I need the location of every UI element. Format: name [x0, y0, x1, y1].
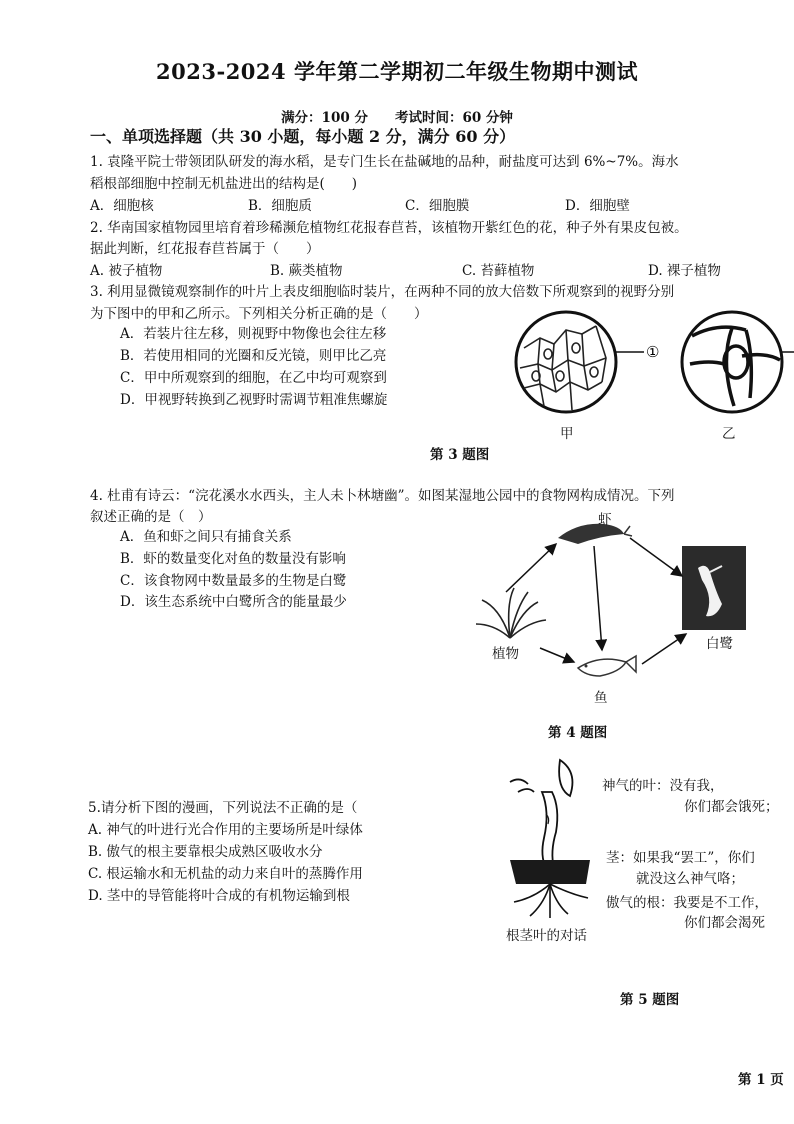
q4-option-c: C．该食物网中数量最多的生物是白鹭: [120, 573, 347, 589]
exam-info: 满分：100 分 考试时间：60 分钟: [281, 110, 513, 126]
stem-speech-1: 茎：如果我“罢工”，你们: [606, 850, 755, 866]
label-yi: 乙: [722, 426, 736, 442]
label-jia: 甲: [560, 426, 574, 442]
q5-cartoon-figure: [490, 752, 600, 922]
q5-option-b: B. 傲气的根主要靠根尖成熟区吸收水分: [88, 844, 323, 860]
label-plant: 植物: [492, 646, 519, 662]
q2-stem-line2: 据此判断，红花报春苣苔属于（ ）: [90, 241, 320, 257]
q4-food-web-figure: [470, 508, 760, 698]
leaf-speech-2: 你们都会饿死；: [684, 799, 779, 815]
q4-caption: 第 4 题图: [548, 725, 608, 741]
leaf-speech-1: 神气的叶：没有我，: [602, 778, 724, 794]
stem-character-icon: [542, 792, 557, 868]
q1-option-a: A．细胞核: [90, 198, 154, 214]
q3-option-b: B．若使用相同的光圈和反光镜，则甲比乙亮: [120, 348, 387, 364]
q3-caption: 第 3 题图: [430, 447, 490, 463]
q2-option-b: B. 蕨类植物: [270, 263, 343, 279]
q4-option-d: D．该生态系统中白鹭所含的能量最少: [120, 594, 347, 610]
q2-option-d: D. 裸子植物: [648, 263, 721, 279]
q5-stem: 5.请分析下图的漫画，下列说法不正确的是（: [88, 800, 358, 816]
q3-option-a: A．若装片往左移，则视野中物像也会往左移: [120, 326, 387, 342]
root-speech-2: 你们都会渴死: [684, 915, 765, 931]
shrimp-icon: [558, 524, 632, 544]
q1-option-d: D．细胞壁: [565, 198, 630, 214]
label-egret: 白鹭: [706, 636, 733, 652]
q1-stem-line2: 稻根部细胞中控制无机盐进出的结构是( ): [90, 176, 358, 192]
arrow-shrimp-fish: [594, 546, 602, 650]
arrow-shrimp-egret: [630, 538, 682, 576]
plant-icon: [476, 588, 546, 638]
q2-stem-line1: 2. 华南国家植物园里培育着珍稀濒危植物红花报春苣苔，该植物开紫红色的花，种子外有果皮包被。: [90, 220, 688, 236]
arrow-plant-fish: [540, 648, 574, 662]
label-fish: 鱼: [594, 690, 608, 706]
page-number: 第 1 页: [738, 1072, 784, 1088]
soil-icon: [510, 860, 590, 884]
pointer-marker: ①: [646, 343, 660, 361]
q4-option-b: B．虾的数量变化对鱼的数量没有影响: [120, 551, 346, 567]
q3-microscope-figure: [510, 308, 794, 420]
q1-stem-line1: 1. 袁隆平院士带领团队研发的海水稻，是专门生长在盐碱地的品种，耐盐度可达到 6%~7%。海水: [90, 154, 679, 170]
section-title: 一、单项选择题（共 30 小题，每小题 2 分，满分 60 分）: [90, 127, 516, 146]
q3-stem-line1: 3. 利用显微镜观察制作的叶片上表皮细胞临时装片，在两种不同的放大倍数下所观察到的视野分别: [90, 284, 675, 300]
fish-icon: [578, 656, 636, 676]
root-speech-1: 傲气的根：我要是不工作，: [606, 895, 768, 911]
q1-option-b: B．细胞质: [248, 198, 312, 214]
page-title: 2023-2024 学年第二学期初二年级生物期中测试: [156, 59, 638, 84]
q5-option-d: D. 茎中的导管能将叶合成的有机物运输到根: [88, 888, 350, 904]
q3-option-c: C．甲中所观察到的细胞，在乙中均可观察到: [120, 370, 387, 386]
arrow-plant-shrimp: [506, 544, 556, 592]
label-shrimp: 虾: [598, 512, 612, 528]
stem-speech-2: 就没这么神气咯；: [636, 871, 744, 887]
q2-option-c: C. 苔藓植物: [462, 263, 535, 279]
root-character-icon: [514, 884, 588, 918]
q3-option-d: D．甲视野转换到乙视野时需调节粗准焦螺旋: [120, 392, 388, 408]
q4-stem-line2: 叙述正确的是（ ）: [90, 509, 212, 525]
q5-option-c: C. 根运输水和无机盐的动力来自叶的蒸腾作用: [88, 866, 363, 882]
q4-stem-line1: 4. 杜甫有诗云：“浣花溪水水西头，主人未卜林塘幽”。如图某湿地公园中的食物网构成情况。下列: [90, 488, 675, 504]
q1-option-c: C．细胞膜: [405, 198, 470, 214]
q4-option-a: A．鱼和虾之间只有捕食关系: [120, 529, 292, 545]
q2-option-a: A. 被子植物: [90, 263, 163, 279]
q5-option-a: A. 神气的叶进行光合作用的主要场所是叶绿体: [88, 822, 363, 838]
arrow-fish-egret: [642, 634, 686, 664]
q3-stem-line2: 为下图中的甲和乙所示。下列相关分析正确的是（ ）: [90, 306, 428, 322]
field-jia-icon: [516, 312, 616, 412]
egret-icon: [682, 546, 746, 630]
cartoon-title: 根茎叶的对话: [506, 928, 587, 944]
field-yi-icon: [682, 312, 794, 412]
q5-caption: 第 5 题图: [620, 992, 680, 1008]
leaf-character-icon: [510, 760, 572, 796]
